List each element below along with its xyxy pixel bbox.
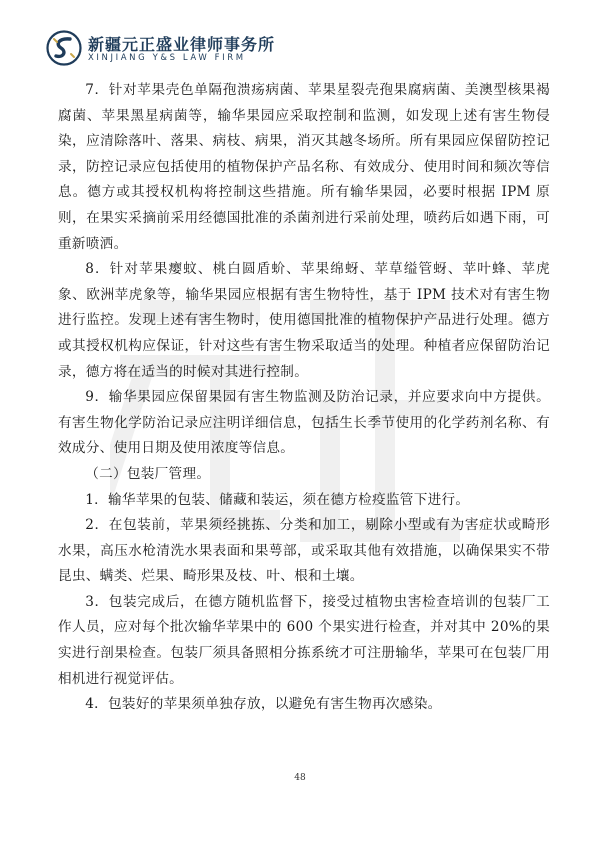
paragraph-packhouse-1: 1．输华苹果的包装、储藏和装运，须在德方检疫监管下进行。 (85, 491, 470, 508)
paragraph-item-8: 8．针对苹果瘿蚊、桃白圆盾蚧、苹果绵蚜、苹草缢管蚜、苹叶蜂、苹虎象、欧洲苹虎象等，输华果园应根据有害生物特性，基于 IPM 技术对有害生物进行监控。发现上述有害生物时，使用德国批准的植物保护产品进行处理。德方或其授权机构应保证，针对这些有害生物采取适当的处理。种植者应保留防治记录，德方将在适当的时候对其进行控制。 (58, 261, 550, 380)
firm-name-en: XINJIANG Y&S LAW FIRM (88, 53, 246, 63)
paragraph-packhouse-4: 4．包装好的苹果须单独存放，以避免有害生物再次感染。 (85, 696, 442, 713)
ys-logo-icon (46, 30, 82, 66)
section-heading-packhouse: （二）包装厂管理。 (85, 465, 211, 482)
page-header (46, 30, 566, 70)
paragraph-item-7: 7．针对苹果壳色单隔孢溃疡病菌、苹果星裂壳孢果腐病菌、美澳型核果褐腐菌、苹果黑星病菌等，输华果园应采取控制和监测，如发现上述有害生物侵染，应清除落叶、落果、病枝、病果，消灭其越冬场所。所有果园应保留防控记录，防控记录应包括使用的植物保护产品名称、有效成分、使用时间和频次等信息。德方或其授权机构将控制这些措施。所有输华果园，必要时根据 IPM 原则，在果实采摘前采用经德国批准的杀菌剂进行采前处理，喷药后如遇下雨，可重新喷洒。 (58, 82, 550, 252)
document-body (58, 78, 550, 718)
page-number: 48 (294, 773, 306, 783)
paragraph-packhouse-3: 3．包装完成后，在德方随机监督下，接受过植物虫害检查培训的包装厂工作人员，应对每个批次输华苹果中的 600 个果实进行检查，并对其中 20%的果实进行剖果检查。包装厂须具备照相分拣系统才可注册输华，苹果可在包装厂用相机进行视觉评估。 (58, 593, 550, 687)
firm-name-cn: 新疆元正盛业律师事务所 (88, 35, 276, 54)
paragraph-item-9: 9．输华果园应保留果园有害生物监测及防治记录，并应要求向中方提供。有害生物化学防治记录应注明详细信息，包括生长季节使用的化学药剂名称、有效成分、使用日期及使用浓度等信息。 (58, 389, 550, 457)
paragraph-packhouse-2: 2．在包装前，苹果须经挑拣、分类和加工，剔除小型或有为害症状或畸形水果，高压水枪清洗水果表面和果萼部，或采取其他有效措施，以确保果实不带昆虫、螨类、烂果、畸形果及枝、叶、根和土壤。 (58, 517, 550, 585)
